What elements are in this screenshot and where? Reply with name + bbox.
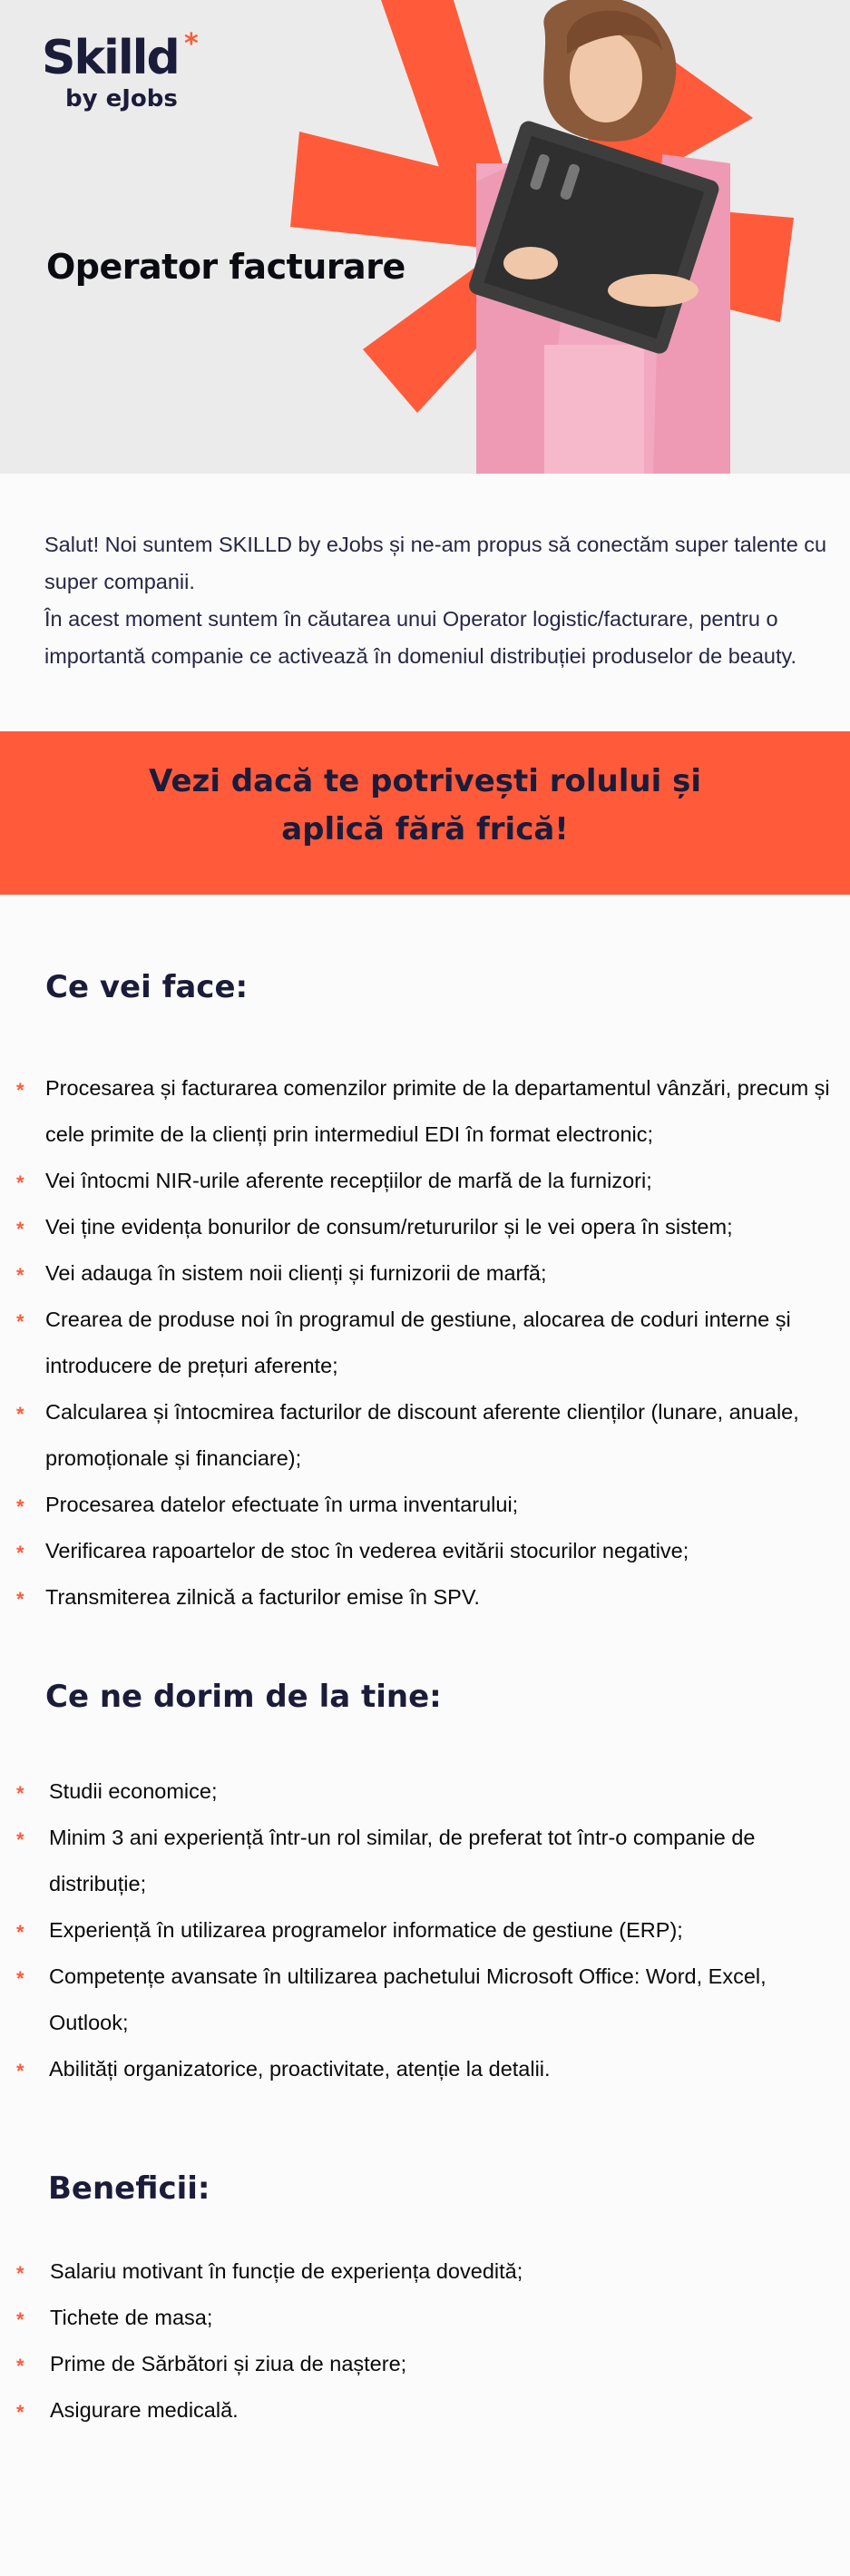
bullet-star-icon: * — [16, 1403, 24, 1425]
list-item-text: Prime de Sărbători și ziua de naștere; — [50, 2352, 407, 2375]
list-item-text: Verificarea rapoartelor de stoc în vederea evitării stocurilor negative; — [45, 1539, 689, 1562]
intro-text — [44, 526, 843, 675]
bullet-star-icon: * — [16, 1218, 24, 1240]
cta-line-2: aplică fără frică! — [281, 811, 569, 847]
list-item — [16, 1768, 811, 1815]
list-item — [16, 1389, 835, 1482]
bullet-star-icon: * — [16, 2060, 24, 2082]
list-item — [16, 2341, 812, 2387]
list-item — [16, 1954, 811, 2046]
skilld-logo[interactable] — [42, 28, 197, 113]
list-item — [16, 2248, 812, 2295]
list-item — [16, 2295, 812, 2341]
list-item-text: Tichete de masa; — [50, 2306, 213, 2329]
bullet-star-icon: * — [16, 1079, 24, 1102]
list-item — [16, 1907, 811, 1954]
bullet-star-icon: * — [16, 1264, 24, 1287]
bullet-star-icon: * — [16, 2308, 24, 2331]
list-item — [16, 1204, 835, 1250]
list-item-text: Calcularea și întocmirea facturilor de discount aferente clienților (lunare, anuale, promoționale și financiare); — [45, 1400, 799, 1470]
list-item — [16, 1815, 811, 1907]
intro-paragraph-2: În acest moment suntem în căutarea unui Operator logistic/facturare, pentru o importantă companie ce activează în domeniul distribuției produselor de beauty. — [44, 607, 797, 668]
cta-text — [0, 758, 850, 854]
list-item-text: Minim 3 ani experiență într-un rol similar, de preferat tot într-o companie de distribuție; — [49, 1826, 756, 1895]
list-item — [16, 2046, 811, 2092]
benefits-title: Beneficii: — [48, 2170, 210, 2207]
bullet-star-icon: * — [16, 2355, 24, 2377]
list-item-text: Vei întocmi NIR-urile aferente recepțiilor de marfă de la furnizori; — [45, 1169, 652, 1192]
page-title: Operator facturare — [46, 247, 405, 287]
cta-banner — [0, 731, 850, 895]
list-item — [16, 1482, 835, 1528]
logo-star-icon: * — [184, 28, 197, 60]
list-item — [16, 1158, 835, 1204]
list-item — [16, 1574, 835, 1621]
list-item-text: Studii economice; — [49, 1779, 218, 1803]
bullet-star-icon: * — [16, 2401, 24, 2424]
cta-line-1: Vezi dacă te potrivești rolului și — [149, 763, 701, 799]
hero-banner — [0, 0, 850, 474]
bullet-star-icon: * — [16, 1967, 24, 1990]
person-with-binders-icon — [466, 0, 730, 474]
logo-subtitle: by eJobs — [65, 85, 178, 113]
list-item-text: Competențe avansate în ultilizarea pachetului Microsoft Office: Word, Excel, Outlook; — [49, 1964, 767, 2034]
bullet-star-icon: * — [16, 1495, 24, 1518]
list-item-text: Salariu motivant în funcție de experiența dovedită; — [50, 2259, 523, 2283]
list-item-text: Vei ține evidența bonurilor de consum/retururilor și le vei opera în sistem; — [45, 1215, 733, 1239]
list-item-text: Experiență în utilizarea programelor informatice de gestiune (ERP); — [49, 1918, 683, 1942]
hero-illustration — [272, 0, 850, 474]
benefits-list — [16, 2248, 812, 2434]
list-item — [16, 1250, 835, 1297]
requirements-title: Ce ne dorim de la tine: — [45, 1679, 442, 1715]
list-item — [16, 1528, 835, 1574]
list-item — [16, 1297, 835, 1389]
logo-name: Skilld — [42, 31, 179, 85]
bullet-star-icon: * — [16, 1782, 24, 1805]
list-item-text: Abilități organizatorice, proactivitate, atenție la detalii. — [49, 2057, 551, 2081]
bullet-star-icon: * — [16, 1588, 24, 1611]
list-item-text: Procesarea și facturarea comenzilor primite de la departamentul vânzări, precum și cele primite de la clienți prin intermediul EDI în format electronic; — [45, 1076, 830, 1146]
list-item-text: Asigurare medicală. — [50, 2398, 239, 2422]
tasks-list — [16, 1065, 835, 1621]
list-item — [16, 1065, 835, 1158]
bullet-star-icon: * — [16, 1921, 24, 1944]
list-item-text: Transmiterea zilnică a facturilor emise în SPV. — [45, 1585, 480, 1609]
list-item-text: Procesarea datelor efectuate în urma inventarului; — [45, 1493, 519, 1516]
bullet-star-icon: * — [16, 1171, 24, 1194]
tasks-title: Ce vei face: — [45, 969, 249, 1005]
bullet-star-icon: * — [16, 1310, 24, 1333]
bullet-star-icon: * — [16, 1828, 24, 1851]
logo-wordmark — [42, 28, 197, 85]
bullet-star-icon: * — [16, 1542, 24, 1564]
intro-paragraph-1: Salut! Noi suntem SKILLD by eJobs și ne-am propus să conectăm super talente cu super companii. — [44, 533, 827, 593]
requirements-list — [16, 1768, 811, 2092]
list-item — [16, 2387, 812, 2434]
list-item-text: Crearea de produse noi în programul de gestiune, alocarea de coduri interne și introducere de prețuri aferente; — [45, 1308, 791, 1377]
bullet-star-icon: * — [16, 2262, 24, 2285]
list-item-text: Vei adauga în sistem noii clienți și furnizorii de marfă; — [45, 1261, 547, 1285]
